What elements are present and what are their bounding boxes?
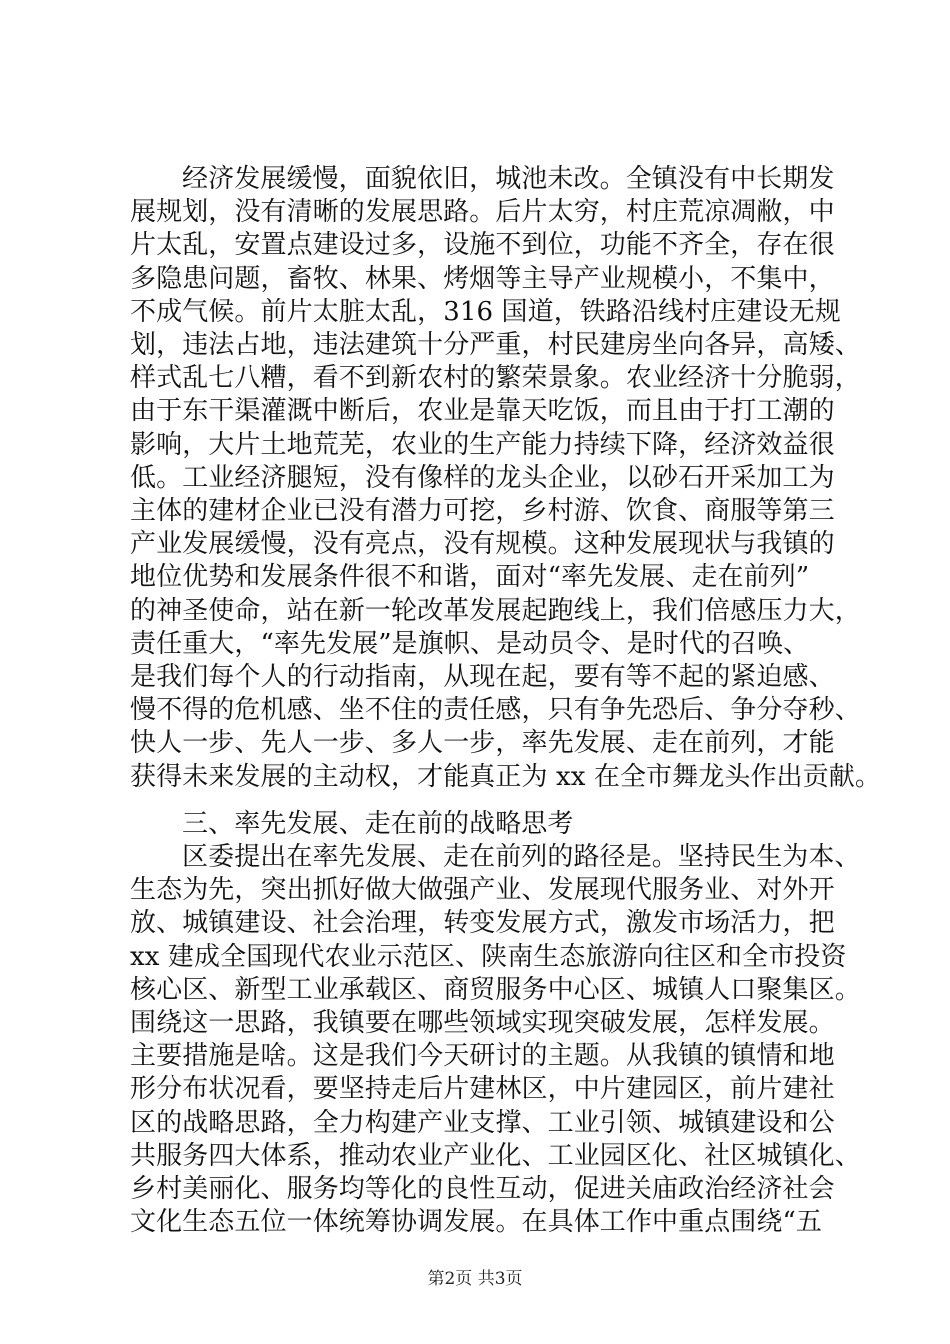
paragraph-1-line: 片太乱，安置点建设过多，设施不到位，功能不齐全，存在很 bbox=[130, 230, 835, 260]
paragraph-2-line: 围绕这一思路，我镇要在哪些领域实现突破发展，怎样发展。 bbox=[130, 1008, 835, 1038]
paragraph-1-line: 样式乱七八糟，看不到新农村的繁荣景象。农业经济十分脆弱， bbox=[130, 363, 861, 393]
paragraph-1-line: 低。工业经济腿短，没有像样的龙头企业，以砂石开采加工为 bbox=[130, 463, 835, 493]
paragraph-2-line: 乡村美丽化、服务均等化的良性互动，促进关庙政治经济社会 bbox=[130, 1174, 835, 1204]
paragraph-1-line: 慢不得的危机感、坐不住的责任感，只有争先恐后、争分夺秒、 bbox=[130, 695, 861, 725]
paragraph-2-line: 文化生态五位一体统筹协调发展。在具体工作中重点围绕“五 bbox=[130, 1207, 822, 1237]
paragraph-1-line: 经济发展缓慢，面貌依旧，城池未改。全镇没有中长期发 bbox=[182, 164, 835, 194]
paragraph-2-line: 形分布状况看，要坚持走后片建林区，中片建园区，前片建社 bbox=[130, 1074, 835, 1104]
paragraph-2-line: 区委提出在率先发展、走在前列的路径是。坚持民生为本、 bbox=[182, 842, 861, 872]
paragraph-1-line: 多隐患问题，畜牧、林果、烤烟等主导产业规模小，不集中， bbox=[130, 264, 835, 294]
paragraph-1-line: 是我们每个人的行动指南，从现在起，要有等不起的紧迫感、 bbox=[130, 662, 835, 692]
paragraph-1-line: 影响，大片土地荒芜，农业的生产能力持续下降，经济效益很 bbox=[130, 430, 835, 460]
paragraph-1-line: 展规划，没有清晰的发展思路。后片太穷，村庄荒凉凋敝，中 bbox=[130, 197, 835, 227]
paragraph-2-line: 核心区、新型工业承载区、商贸服务中心区、城镇人口聚集区。 bbox=[130, 975, 861, 1005]
paragraph-1-line: 产业发展缓慢，没有亮点，没有规模。这种发展现状与我镇的 bbox=[130, 529, 835, 559]
page-footer: 第2页 共3页 bbox=[427, 1269, 523, 1289]
paragraph-1-line: 地位优势和发展条件很不和谐，面对“率先发展、走在前列” bbox=[130, 562, 810, 592]
paragraph-2-line: 区的战略思路，全力构建产业支撑、工业引领、城镇建设和公 bbox=[130, 1108, 835, 1138]
paragraph-1-line: 主体的建材企业已没有潜力可挖，乡村游、饮食、商服等第三 bbox=[130, 496, 835, 526]
paragraph-2-line: xx 建成全国现代农业示范区、陕南生态旅游向往区和全市投资 bbox=[130, 942, 847, 972]
paragraph-1-line: 的神圣使命，站在新一轮改革发展起跑线上，我们倍感压力大， bbox=[130, 596, 861, 626]
paragraph-1-line: 快人一步、先人一步、多人一步，率先发展、走在前列，才能 bbox=[130, 728, 835, 758]
paragraph-2-line: 放、城镇建设、社会治理，转变发展方式，激发市场活力，把 bbox=[130, 908, 835, 938]
paragraph-2-line: 生态为先，突出抓好做大做强产业、发展现代服务业、对外开 bbox=[130, 875, 835, 905]
paragraph-1-line: 由于东干渠灌溉中断后，农业是靠天吃饭，而且由于打工潮的 bbox=[130, 396, 835, 426]
paragraph-1-line: 划，违法占地，违法建筑十分严重，村民建房坐向各异，高矮、 bbox=[130, 330, 861, 360]
paragraph-2-line: 主要措施是啥。这是我们今天研讨的主题。从我镇的镇情和地 bbox=[130, 1041, 835, 1071]
paragraph-1-line: 责任重大，“率先发展”是旗帜、是动员令、是时代的召唤、 bbox=[130, 629, 810, 659]
section-heading: 三、率先发展、走在前的战略思考 bbox=[182, 809, 574, 839]
paragraph-1-line: 不成气候。前片太脏太乱，316 国道，铁路沿线村庄建设无规 bbox=[130, 297, 841, 327]
paragraph-2-line: 共服务四大体系，推动农业产业化、工业园区化、社区城镇化、 bbox=[130, 1141, 861, 1171]
paragraph-1-line: 获得未来发展的主动权，才能真正为 xx 在全市舞龙头作出贡献。 bbox=[130, 762, 881, 792]
